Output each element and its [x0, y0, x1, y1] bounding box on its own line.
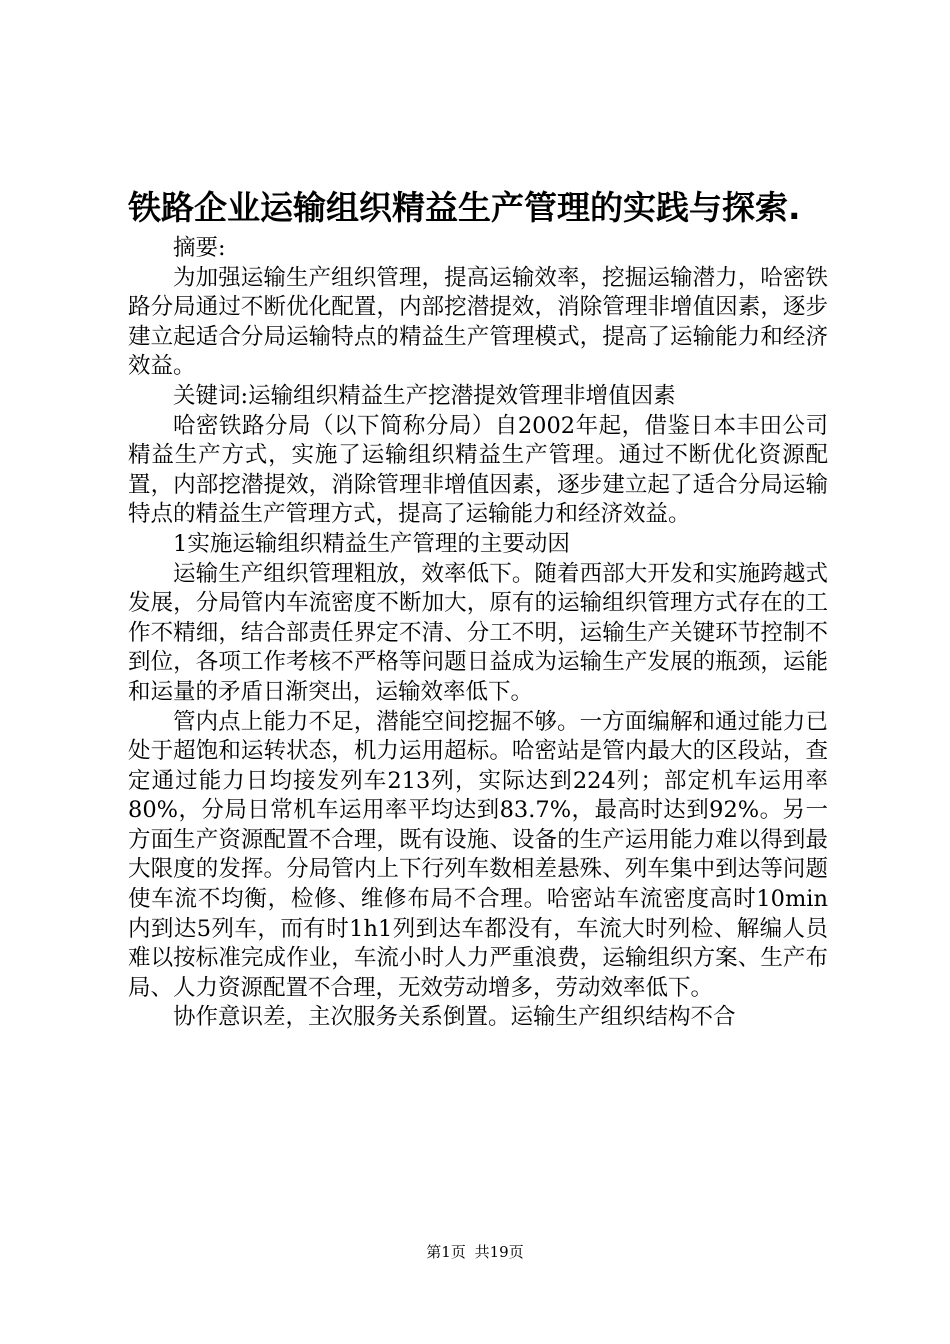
- abstract-paragraph: 为加强运输生产组织管理，提高运输效率，挖掘运输潜力，哈密铁路分局通过不断优化配置，内部挖潜提效，消除管理非增值因素，逐步建立起适合分局运输特点的精益生产管理模式，提高了运输能力和经济效益。: [128, 264, 828, 380]
- body-paragraph: 哈密铁路分局（以下简称分局）自2002年起，借鉴日本丰田公司精益生产方式，实施了运输组织精益生产管理。通过不断优化资源配置，内部挖潜提效，消除管理非增值因素，逐步建立起了适合分局运输特点的精益生产管理方式，提高了运输能力和经济效益。: [128, 412, 828, 528]
- abstract-label: 摘要:: [173, 235, 226, 261]
- page-number: 第1页: [426, 1243, 466, 1261]
- body-paragraph: 管内点上能力不足，潜能空间挖掘不够。一方面编解和通过能力已处于超饱和运转状态，机力运用超标。哈密站是管内最大的区段站，查定通过能力日均接发列车213列，实际达到224列；部定机车运用率80%，分局日常机车运用率平均达到83.7%，最高时达到92%。另一方面生产资源配置不合理，既有设施、设备的生产运用能力难以得到最大限度的发挥。分局管内上下行列车数相差悬殊、列车集中到达等问题使车流不均衡，检修、维修布局不合理。哈密站车流密度高时10min内到达5列车，而有时1h1列到达车都没有，车流大时列检、解编人员难以按标准完成作业，车流小时人力严重浪费，运输组织方案、生产布局、人力资源配置不合理，无效劳动增多，劳动效率低下。: [128, 708, 828, 1001]
- document-title: 铁路企业运输组织精益生产管理的实践与探索.: [128, 188, 801, 227]
- document-body: [128, 234, 828, 1033]
- body-paragraph: 协作意识差，主次服务关系倒置。运输生产组织结构不合: [173, 1004, 736, 1031]
- page-total: 共19页: [474, 1243, 524, 1261]
- page-footer: [0, 1242, 950, 1262]
- body-paragraph: 运输生产组织管理粗放，效率低下。随着西部大开发和实施跨越式发展，分局管内车流密度不断加大，原有的运输组织管理方式存在的工作不精细，结合部责任界定不清、分工不明，运输生产关键环节控制不到位，各项工作考核不严格等问题日益成为运输生产发展的瓶颈，运能和运量的矛盾日渐突出，运输效率低下。: [128, 560, 828, 705]
- keywords-line: 关键词:运输组织精益生产挖潜提效管理非增值因素: [173, 382, 676, 409]
- section-heading: 1实施运输组织精益生产管理的主要动因: [173, 530, 570, 557]
